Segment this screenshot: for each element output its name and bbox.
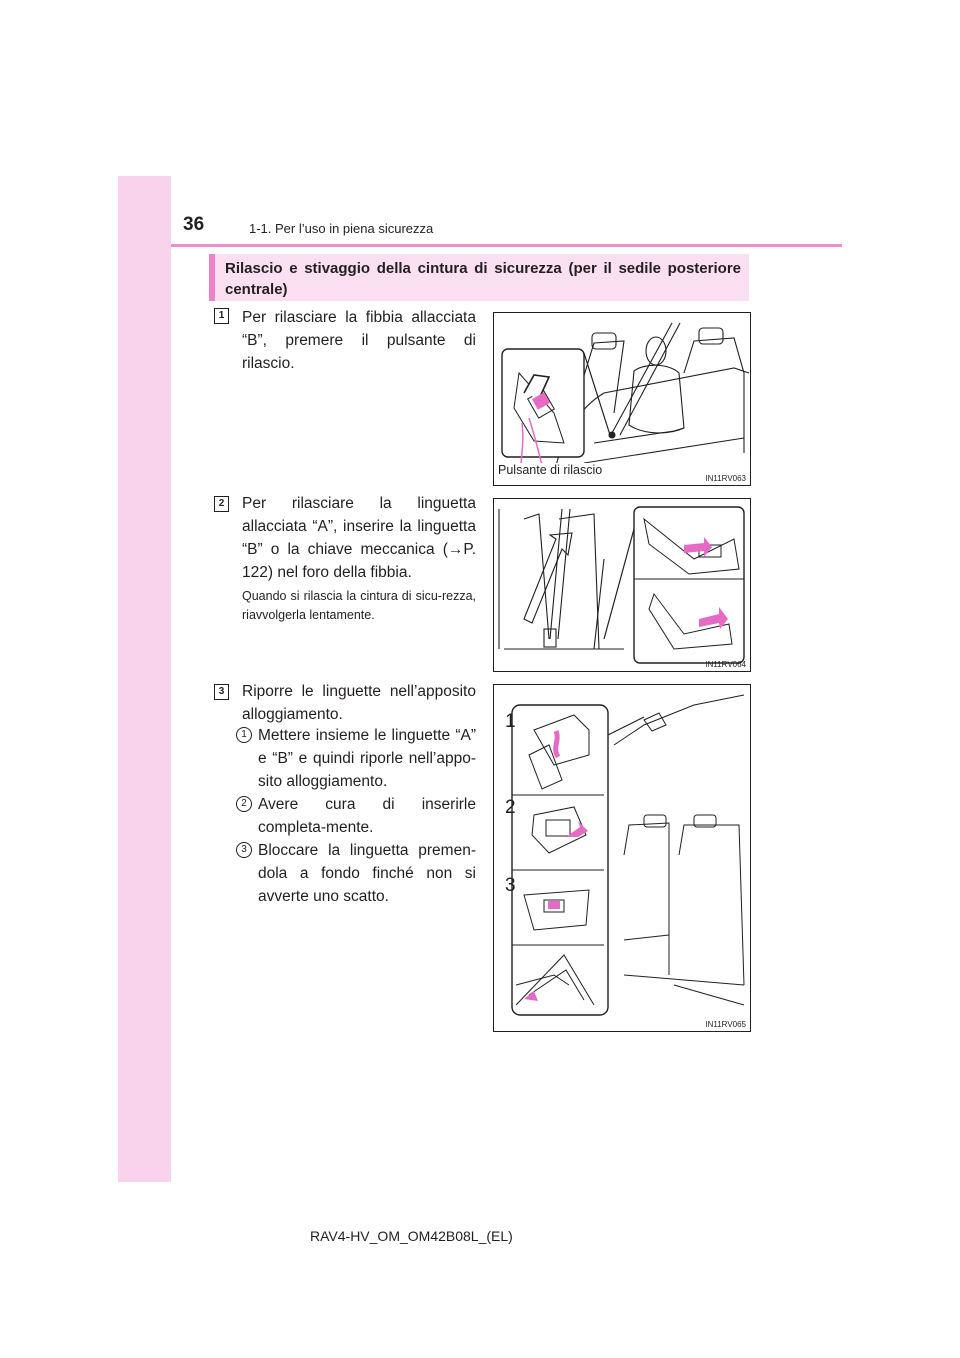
- substep-3-text: Bloccare la linguetta premen-dola a fondo finché non si avverte uno scatto.: [258, 842, 476, 905]
- figure-release-buckle: [493, 312, 751, 486]
- figure-label-2: 2: [505, 797, 516, 818]
- step-2-note: Quando si rilascia la cintura di sicu-rezza, riavvolgerla lentamente.: [242, 589, 476, 622]
- substep-2-text: Avere cura di inserirle completa-mente.: [258, 796, 476, 836]
- page-number: 36: [183, 214, 205, 235]
- header-rule: [171, 244, 842, 247]
- substep-1-text: Mettere insieme le linguette “A” e “B” e quindi riporle nell’appo-sito alloggiamento.: [258, 727, 476, 790]
- substep-number-3: 3: [236, 842, 252, 858]
- step-number-2: 2: [214, 496, 229, 512]
- stow-tongues-illustration: [494, 685, 750, 1031]
- figure-code: IN11RV063: [705, 474, 746, 483]
- step-2-text: Per rilasciare la linguetta allacciata “A”, inserire la linguetta “B” o la chiave meccanica (→P. 122) nel foro della fibbia.: [242, 495, 476, 581]
- figure-label-1: 1: [505, 711, 516, 732]
- figure-stow-tongues: [493, 684, 751, 1032]
- rear-seat-illustration-2: [494, 499, 750, 671]
- figure-code: IN11RV065: [705, 1020, 746, 1029]
- figure-callout-release-button: Pulsante di rilascio: [498, 463, 603, 477]
- section-heading-text: Rilascio e stivaggio della cintura di sicurezza (per il sedile posteriore centrale): [225, 260, 741, 298]
- rear-seat-illustration-1: [494, 313, 750, 485]
- section-heading: [209, 254, 749, 301]
- step-number-3: 3: [214, 684, 229, 700]
- step-number-1: 1: [214, 308, 229, 324]
- figure-release-tongue: [493, 498, 751, 672]
- substep-number-1: 1: [236, 727, 252, 743]
- substep-number-2: 2: [236, 796, 252, 812]
- header-section-title: 1-1. Per l’uso in piena sicurezza: [249, 221, 434, 236]
- step-3-text: Riporre le linguette nell’apposito alloggiamento.: [242, 683, 476, 723]
- figure-label-3: 3: [505, 875, 516, 896]
- side-tab-strip: [118, 176, 171, 1182]
- step-1-text: Per rilasciare la fibbia allacciata “B”, premere il pulsante di rilascio.: [242, 309, 476, 372]
- footer-document-code: RAV4-HV_OM_OM42B08L_(EL): [310, 1228, 513, 1244]
- figure-code: IN11RV064: [705, 660, 746, 669]
